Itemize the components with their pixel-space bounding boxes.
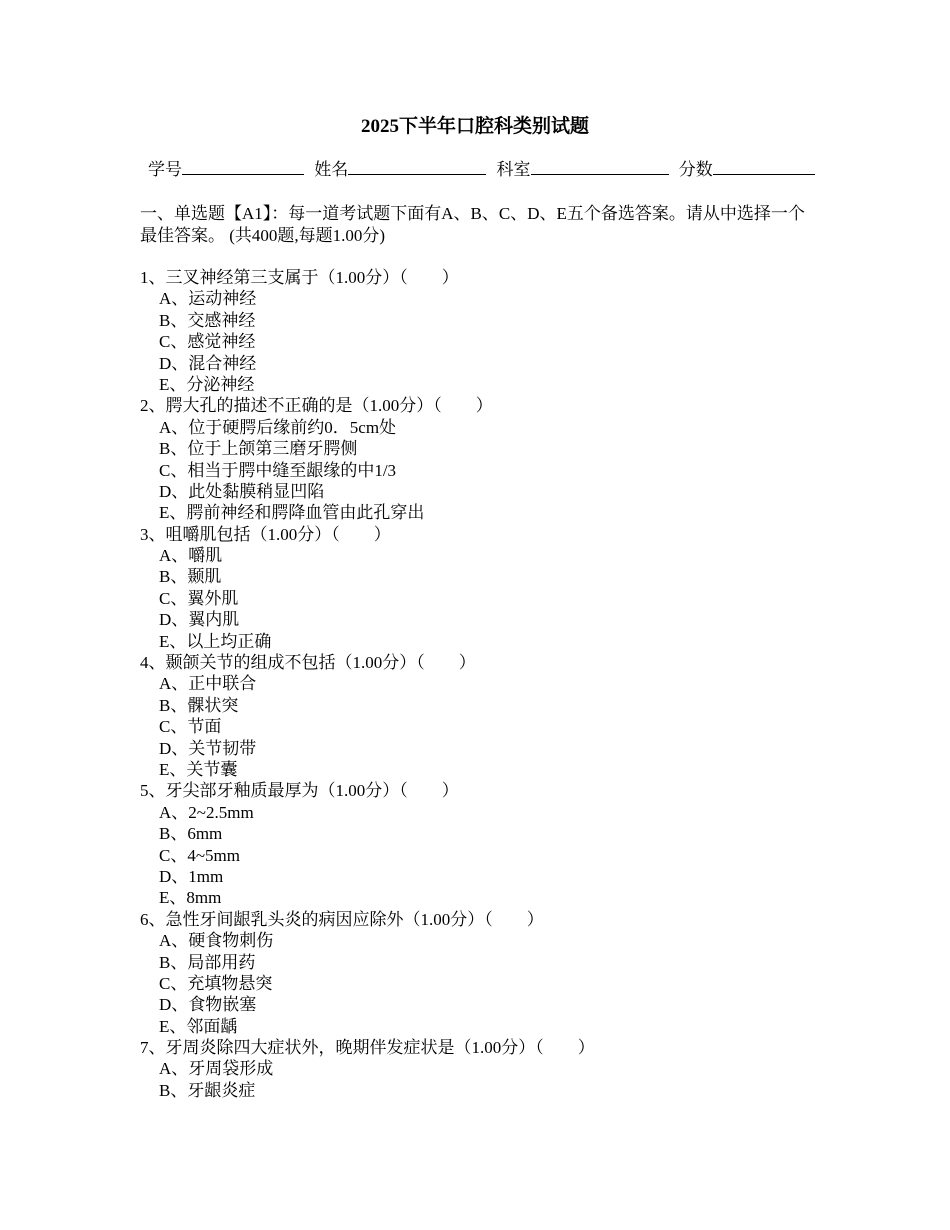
- name-blank: [348, 158, 486, 175]
- dept-blank: [531, 158, 669, 175]
- question-option: D、混合神经: [159, 353, 257, 373]
- question-option: B、局部用药: [159, 952, 256, 972]
- question-list: [140, 267, 820, 1101]
- student-id-label: 学号: [148, 160, 182, 179]
- question-option: B、位于上颌第三磨牙腭侧: [159, 439, 358, 459]
- question-option: C、感觉神经: [159, 332, 256, 352]
- student-id-blank: [182, 158, 304, 175]
- score-label: 分数: [678, 160, 713, 179]
- question-stem: 7、牙周炎除四大症状外，晚期伴发症状是（1.00分）（ ）: [140, 1038, 595, 1058]
- question-option: B、牙龈炎症: [159, 1080, 256, 1100]
- exam-title: 2025下半年口腔科类别试题: [360, 116, 589, 137]
- question-stem: 2、腭大孔的描述不正确的是（1.00分）（ ）: [140, 396, 493, 416]
- question-option: A、2~2.5mm: [159, 802, 254, 822]
- question-stem: 1、三叉神经第三支属于（1.00分）（ ）: [140, 268, 459, 287]
- question-option: D、1mm: [159, 866, 224, 886]
- question-option: C、节面: [159, 717, 222, 737]
- question-option: A、位于硬腭后缘前约0．5cm处: [159, 417, 397, 437]
- question-option: C、4~5mm: [159, 845, 240, 865]
- question-stem: 4、颞颌关节的组成不包括（1.00分）（ ）: [140, 653, 476, 673]
- question-option: A、硬食物刺伤: [159, 931, 274, 951]
- question-option: D、关节韧带: [159, 738, 257, 758]
- question-option: E、分泌神经: [159, 374, 255, 394]
- question-option: A、牙周袋形成: [159, 1059, 274, 1079]
- question-option: B、交感神经: [159, 310, 256, 330]
- question-stem: 5、牙尖部牙釉质最厚为（1.00分）（ ）: [140, 781, 459, 801]
- question-option: B、6mm: [159, 824, 223, 844]
- question-option: B、颞肌: [159, 567, 222, 587]
- question-option: E、关节囊: [159, 759, 238, 779]
- question-option: B、髁状突: [159, 695, 239, 715]
- question-option: D、此处黏膜稍显凹陷: [159, 481, 325, 501]
- question-option: E、腭前神经和腭降血管由此孔穿出: [159, 503, 425, 523]
- question-option: D、食物嵌塞: [159, 995, 257, 1015]
- question-option: E、8mm: [159, 888, 222, 908]
- name-label: 姓名: [314, 160, 349, 179]
- question-option: C、相当于腭中缝至龈缘的中1/3: [159, 460, 397, 480]
- dept-label: 科室: [496, 160, 531, 179]
- question-option: A、运动神经: [159, 289, 257, 309]
- question-option: C、充填物悬突: [159, 973, 273, 993]
- question-stem: 6、急性牙间龈乳头炎的病因应除外（1.00分）（ ）: [140, 909, 544, 929]
- section-instructions: 一、单选题【A1】：每一道考试题下面有A、B、C、D、E五个备选答案。请从中选择一个最佳答案。 (共400题,每题1.00分): [140, 204, 805, 245]
- question-option: D、翼内肌: [159, 610, 240, 630]
- question-option: E、以上均正确: [159, 631, 272, 651]
- question-option: A、嚼肌: [159, 546, 223, 566]
- question-option: E、邻面龋: [159, 1016, 238, 1036]
- question-option: C、翼外肌: [159, 588, 239, 608]
- score-blank: [713, 158, 815, 175]
- question-option: A、正中联合: [159, 674, 257, 694]
- student-info-row: [148, 158, 818, 182]
- question-stem: 3、咀嚼肌包括（1.00分）（ ）: [140, 524, 391, 544]
